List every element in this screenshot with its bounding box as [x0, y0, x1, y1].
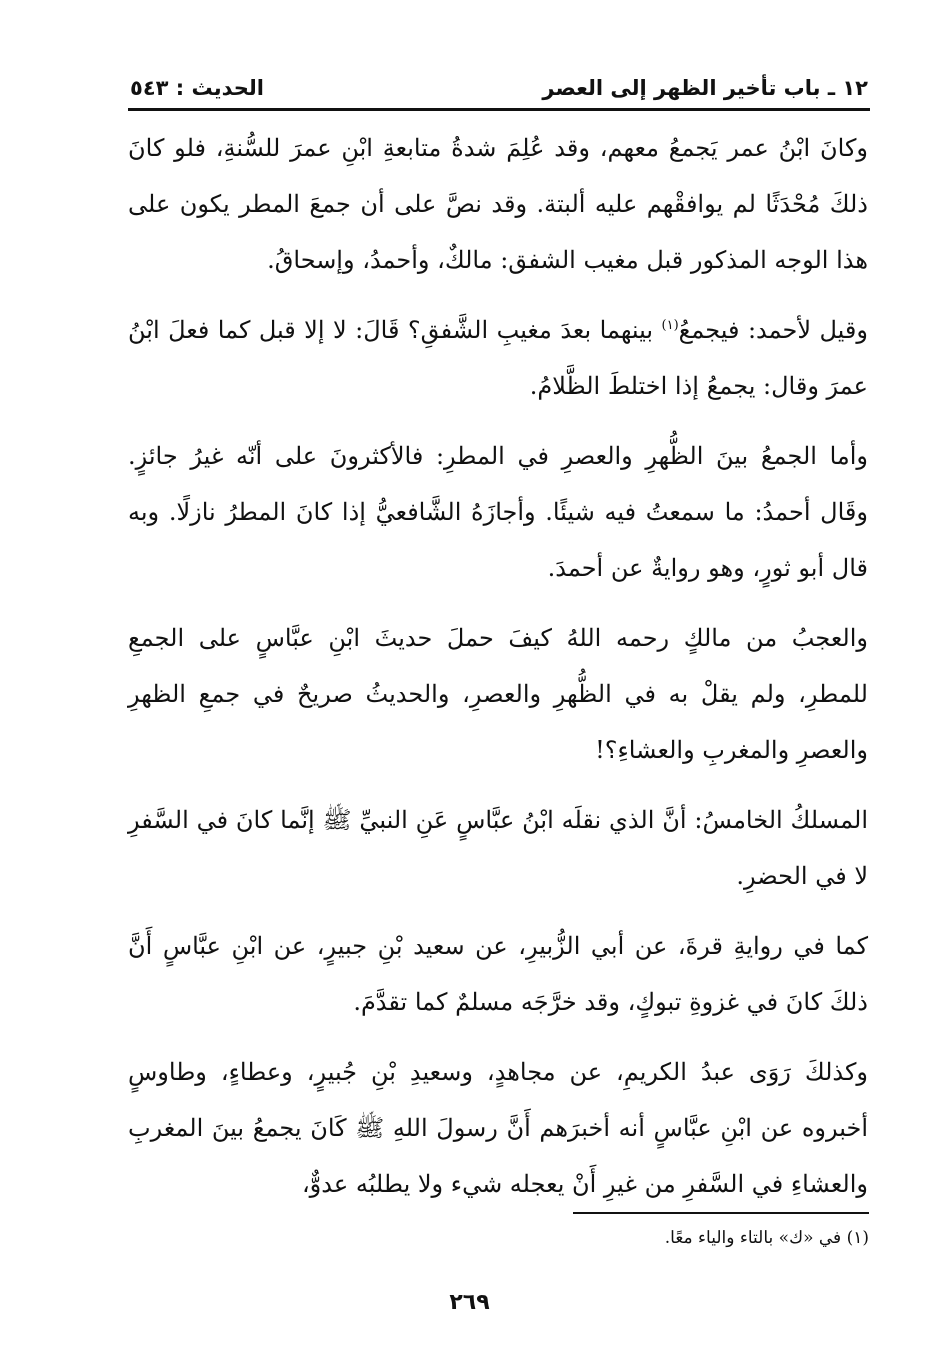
paragraph-4: والعجبُ من مالكٍ رحمه اللهُ كيفَ حملَ حديثَ ابْنِ عبَّاسٍ على الجمعِ للمطرِ، ولم يقلْ به في الظُّهرِ والعصرِ، والحديثُ صريحٌ في جمعِ الظهرِ والعصرِ والمغربِ والعشاءِ؟! — [128, 624, 868, 764]
header-divider — [128, 108, 870, 111]
paragraph-6: كما في روايةِ قرةَ، عن أبي الزُّبيرِ، عن سعيد بْنِ جبيرٍ، عن ابْنِ عبَّاسٍ أَنَّ ذلكَ كانَ في غزوةِ تبوكٍ، وقد خرَّجَه مسلمٌ كما تقدَّمَ. — [128, 932, 868, 1016]
hadith-number: الحديث : ٥٤٣ — [130, 76, 264, 100]
paragraph-2-lead: وقيل لأحمد: فيجمعُ — [678, 316, 868, 344]
footnote: (١) في «ك» بالتاء والياء معًا. — [664, 1228, 869, 1248]
paragraph-1: وكانَ ابْنُ عمر يَجمعُ معهم، وقد عُلِمَ شدةُ متابعةِ ابْنِ عمرَ للسُّنةِ، فلو كانَ ذلكَ مُحْدَثًا لم يوافقْهم عليه ألبتة. وقد نصَّ على أن جمعَ المطر يكون على هذا الوجه المذكور قبل مغيب الشفق: مالكٌ، وأحمدُ، وإسحاقُ. — [128, 134, 868, 274]
paragraph-2-rest: بينهما بعدَ مغيبِ الشَّفقِ؟ قَالَ: لا إلا قبل كما فعلَ ابْنُ عمرَ وقال: يجمعُ إذا اختلطَ الظَّلامُ. — [128, 316, 868, 400]
footnote-reference[interactable]: (١) — [661, 318, 679, 333]
paragraph-2 — [128, 302, 868, 414]
paragraph-7: وكذلكَ رَوَى عبدُ الكريمِ، عن مجاهدٍ، وسعيدِ بْنِ جُبيرٍ، وعطاءٍ، وطاوسٍ أخبروه عن ابْنِ عبَّاسٍ أنه أخبرَهم أَنَّ رسولَ اللهِ ﷺ كَانَ يجمعُ بينَ المغربِ والعشاءِ في السَّفرِ من غيرِ أَنْ يعجله شيء ولا يطلبُه عدوٌّ، — [128, 1058, 868, 1198]
page-number: ٢٦٩ — [449, 1290, 490, 1315]
paragraph-3: وأما الجمعُ بينَ الظُّهرِ والعصرِ في المطرِ: فالأكثرونَ على أنّه غيرُ جائزٍ. وقَال أحمدُ: ما سمعتُ فيه شيئًا. وأجازَهُ الشَّافعيُّ إذا كانَ المطرُ نازلًا. وبه قال أبو ثورٍ، وهو روايةٌ عن أحمدَ. — [128, 442, 868, 582]
running-header — [130, 70, 868, 106]
chapter-title: ١٢ ـ باب تأخير الظهر إلى العصر — [542, 76, 868, 100]
paragraph-5: المسلكُ الخامسُ: أنَّ الذي نقلَه ابْنُ عبَّاسٍ عَنِ النبيِّ ﷺ إنَّما كانَ في السَّفرِ لا في الحضرِ. — [128, 806, 868, 890]
main-text — [128, 120, 868, 1226]
footnote-divider — [573, 1212, 869, 1214]
